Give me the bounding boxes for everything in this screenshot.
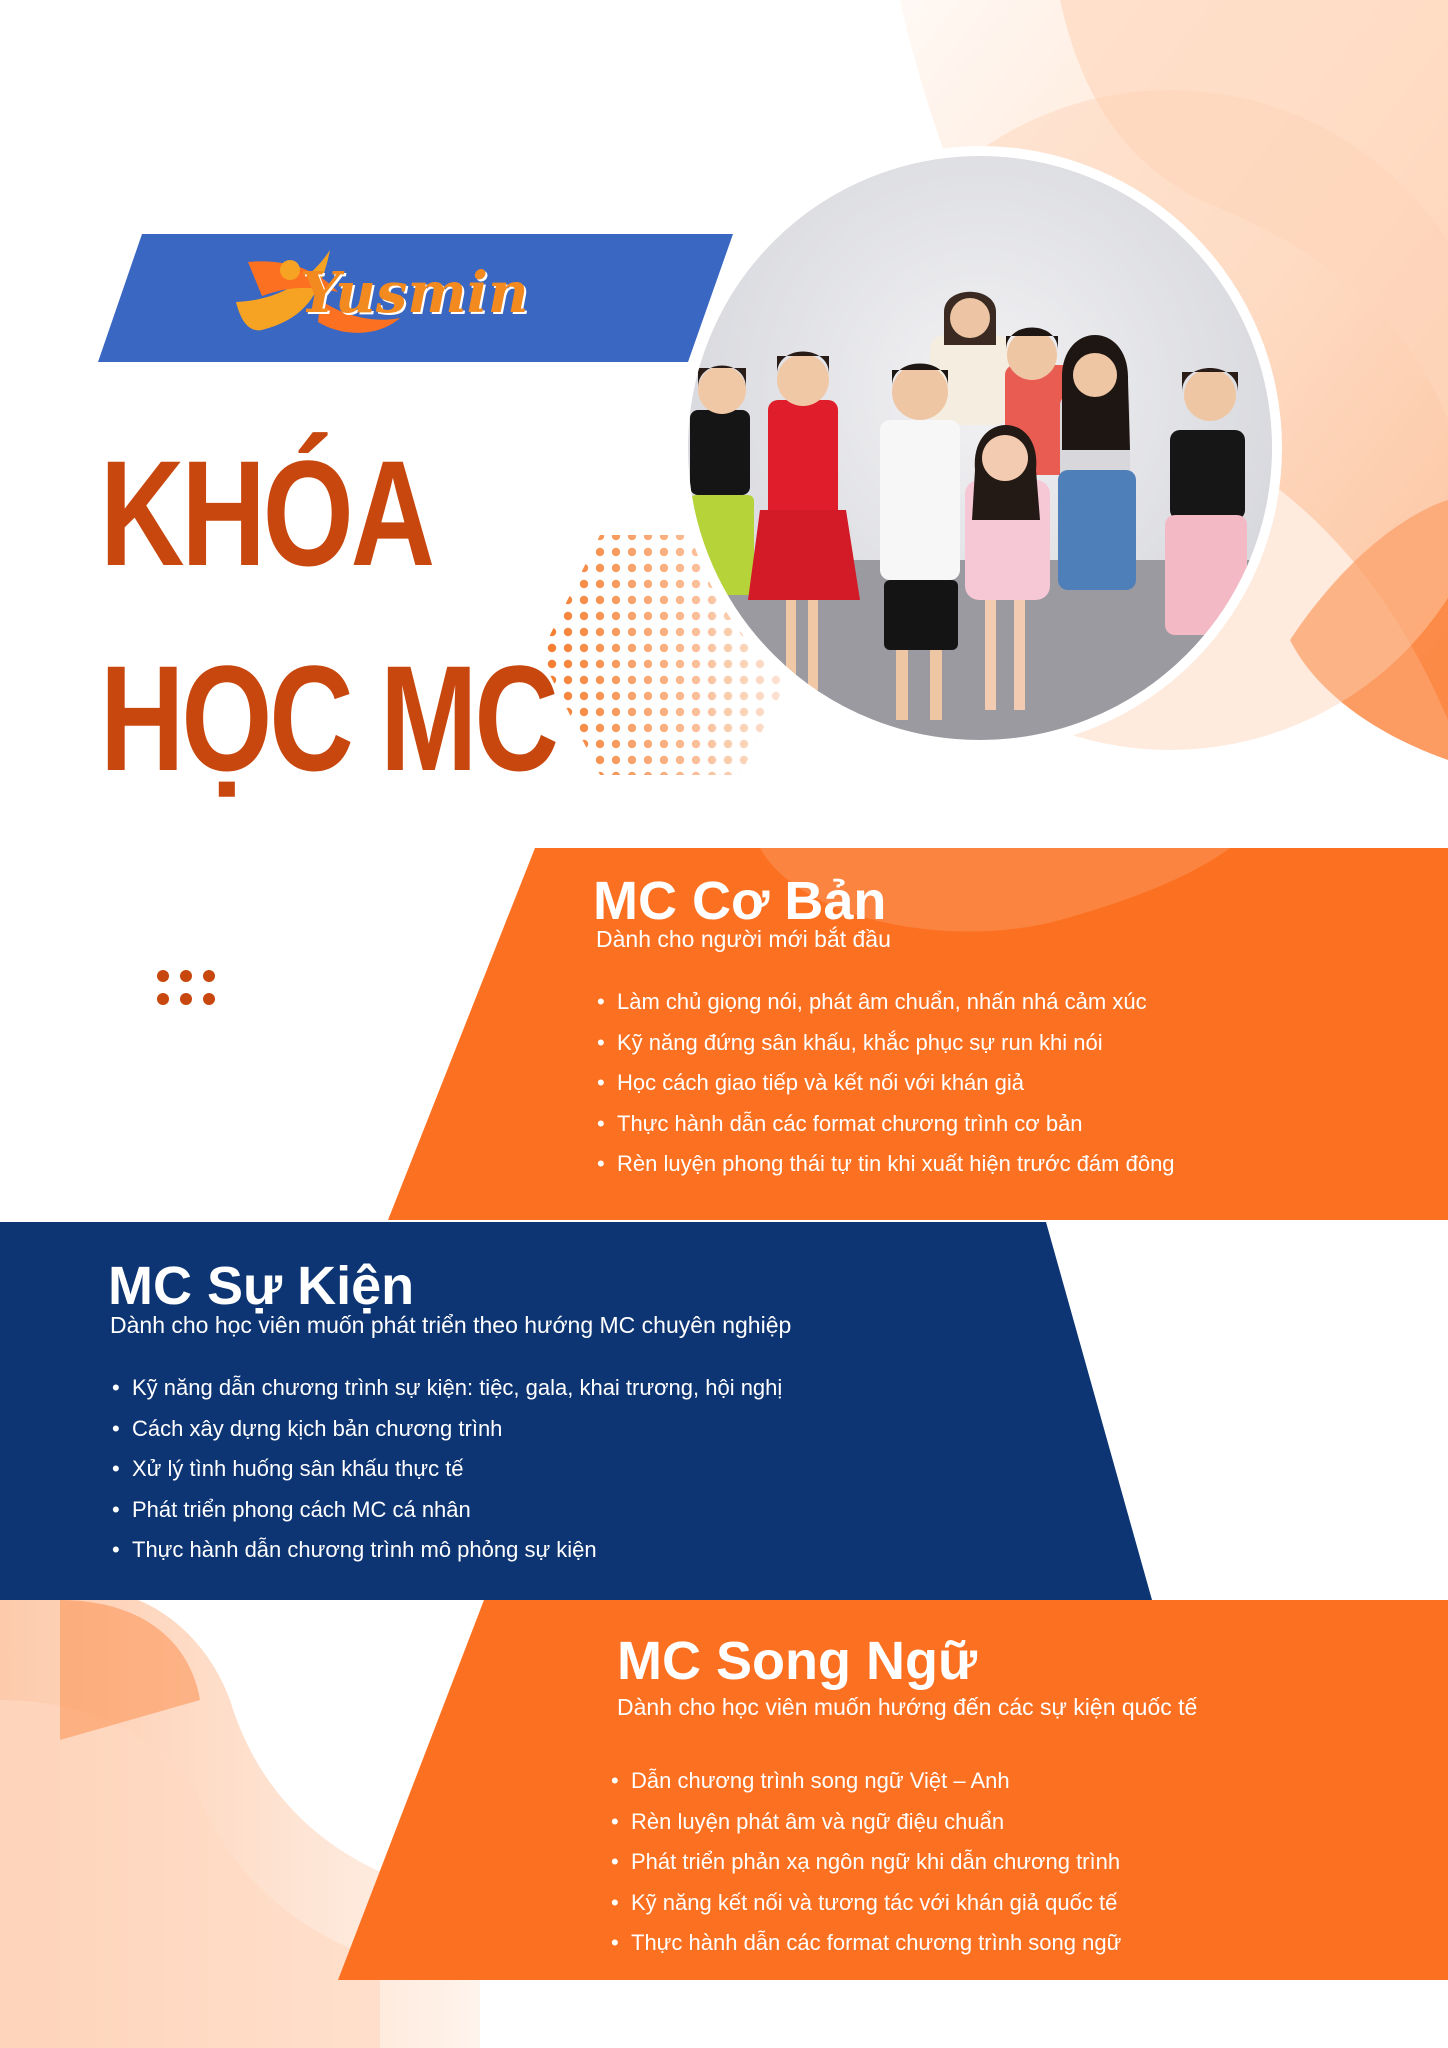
- logo: [300, 252, 529, 332]
- section-title: MC Song Ngữ: [617, 1631, 978, 1691]
- dot-grid-icon: [157, 970, 215, 1005]
- section-subtitle: Dành cho học viên muốn hướng đến các sự kiện quốc tế: [617, 1694, 1198, 1720]
- section-title: MC Cơ Bản: [593, 871, 887, 931]
- list-item: • Rèn luyện phong thái tự tin khi xuất hiện trước đám đông: [595, 1144, 1175, 1185]
- list-item: • Thực hành dẫn các format chương trình cơ bản: [595, 1104, 1175, 1145]
- section-subtitle: Dành cho người mới bắt đầu: [596, 926, 891, 952]
- list-item: • Thực hành dẫn các format chương trình song ngữ: [609, 1923, 1121, 1964]
- logo-text: Yusmin: [300, 260, 529, 326]
- list-item: • Kỹ năng dẫn chương trình sự kiện: tiệc, gala, khai trương, hội nghị: [110, 1368, 782, 1409]
- section-title: MC Sự Kiện: [108, 1256, 415, 1316]
- section-subtitle: Dành cho học viên muốn phát triển theo hướng MC chuyên nghiệp: [110, 1312, 792, 1338]
- bullet-list: [595, 982, 1175, 1185]
- list-item: • Học cách giao tiếp và kết nối với khán giả: [595, 1063, 1175, 1104]
- list-item: • Xử lý tình huống sân khấu thực tế: [110, 1449, 782, 1490]
- list-item: • Làm chủ giọng nói, phát âm chuẩn, nhấn nhá cảm xúc: [595, 982, 1175, 1023]
- page-title-line-1: KHÓA: [100, 429, 433, 597]
- page-title-line-2: HỌC MC: [100, 634, 556, 802]
- bullet-list: [110, 1368, 782, 1571]
- list-item: • Phát triển phản xạ ngôn ngữ khi dẫn chương trình: [609, 1842, 1121, 1883]
- list-item: • Thực hành dẫn chương trình mô phỏng sự kiện: [110, 1530, 782, 1571]
- list-item: • Kỹ năng kết nối và tương tác với khán giả quốc tế: [609, 1883, 1121, 1924]
- list-item: • Phát triển phong cách MC cá nhân: [110, 1490, 782, 1531]
- list-item: • Rèn luyện phát âm và ngữ điệu chuẩn: [609, 1802, 1121, 1843]
- list-item: • Dẫn chương trình song ngữ Việt – Anh: [609, 1761, 1121, 1802]
- list-item: • Cách xây dựng kịch bản chương trình: [110, 1409, 782, 1450]
- bullet-list: [609, 1761, 1121, 1964]
- list-item: • Kỹ năng đứng sân khấu, khắc phục sự run khi nói: [595, 1023, 1175, 1064]
